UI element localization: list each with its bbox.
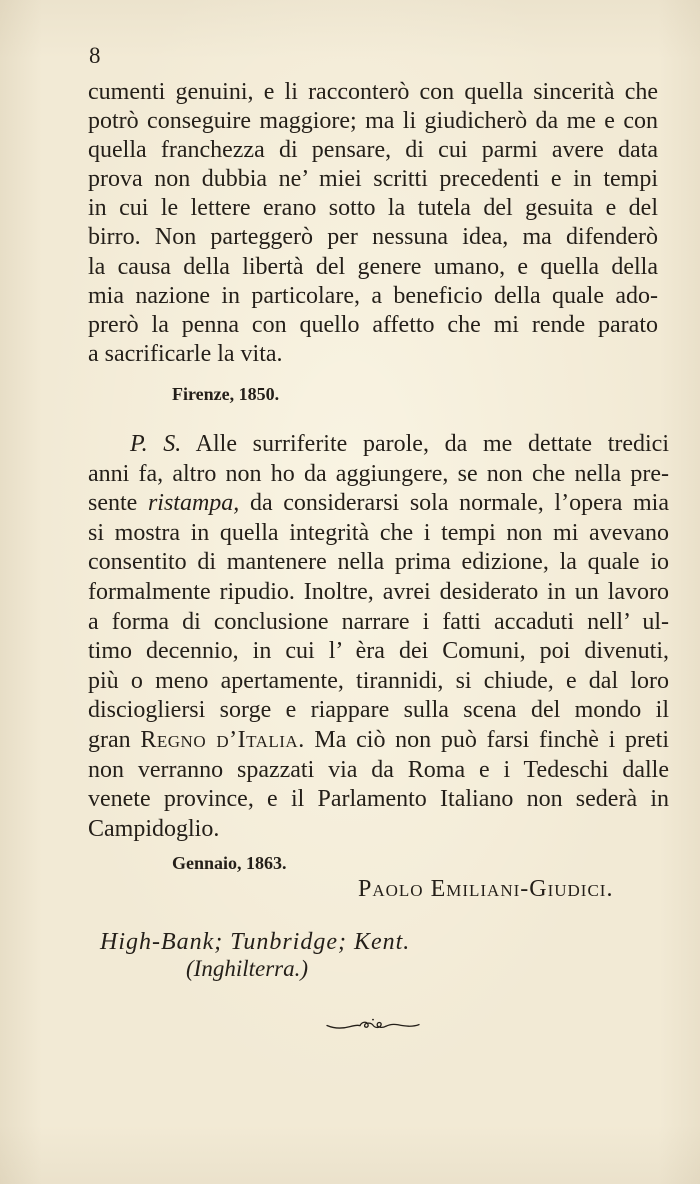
- paragraph-line: a forma di conclusione narrare i fatti accaduti nell’ ul-: [88, 608, 669, 635]
- ornament-dot: [372, 1019, 374, 1021]
- ornament-right-flourish: [386, 1024, 419, 1026]
- paragraph-line: birro. Non parteggerò per nessuna idea, ma difenderò: [88, 224, 658, 251]
- paragraph-line: mia nazione in particolare, a beneficio della quale ado-: [88, 282, 658, 309]
- line-text: gran: [88, 726, 141, 753]
- line-text: Alle surriferite parole, da me dettate tredici: [181, 431, 670, 457]
- dateline-florence: Firenze, 1850.: [172, 384, 280, 404]
- line-text: sente: [88, 490, 148, 517]
- author-signature: Paolo Emiliani-Giudici.: [358, 876, 614, 902]
- paragraph-line: non verranno spazzati via da Roma e i Tedeschi dalle: [88, 756, 669, 783]
- paragraph-line: [88, 430, 669, 460]
- paragraph-line: venete province, e il Parlamento Italiano non sederà in: [88, 786, 669, 813]
- dateline-january: Gennaio, 1863.: [172, 853, 287, 873]
- paragraph-line: più o meno apertamente, tirannidi, si chiude, e dal loro: [88, 667, 669, 694]
- paragraph-line: quella franchezza di pensare, di cui parmi avere data: [88, 137, 658, 164]
- paragraph-line: la causa della libertà del genere umano, e quella della: [88, 253, 658, 280]
- postscript-paragraph: [88, 430, 669, 844]
- paragraph-line: [88, 489, 669, 519]
- ornament-fleuron-icon: [326, 1016, 420, 1034]
- page-number: 8: [89, 43, 101, 68]
- paragraph-1: [88, 78, 658, 369]
- paragraph-line: formalmente ripudio. Inoltre, avrei desiderato in un lavoro: [88, 578, 669, 605]
- paragraph-line: [88, 726, 669, 756]
- paragraph-line: potrò conseguire maggiore; ma li giudicherò da me e con: [88, 108, 658, 135]
- paragraph-line: si mostra in quella integrità che i tempi non mi avevano: [88, 519, 669, 546]
- paragraph-line: a sacrificarle la vita.: [88, 340, 283, 367]
- italic-word: ristampa,: [147, 490, 240, 517]
- paragraph-line: disciogliersi sorge e riappare sulla scena del mondo il: [88, 697, 669, 724]
- paragraph-line: consentito di mantenere nella prima edizione, la quale io: [88, 549, 669, 576]
- paragraph-line: prerò la penna con quello affetto che mi rende parato: [88, 311, 658, 338]
- ornament-center-knot: [360, 1022, 386, 1027]
- paragraph-line: in cui le lettere erano sotto la tutela del gesuita e del: [88, 195, 658, 222]
- small-caps-phrase: Regno d’Italia.: [140, 726, 305, 753]
- ornament-left-flourish: [327, 1025, 360, 1028]
- address-line-2: (Inghilterra.): [186, 956, 309, 981]
- address-line-1: High-Bank; Tunbridge; Kent.: [100, 929, 411, 955]
- paragraph-line: anni fa, altro non ho da aggiungere, se non che nella pre-: [88, 460, 669, 487]
- paragraph-line: timo decennio, in cui l’ èra dei Comuni, poi divenuti,: [88, 638, 669, 665]
- paragraph-line: prova non dubbia ne’ miei scritti precedenti e in tempi: [88, 166, 658, 193]
- postscript-label: P. S.: [130, 431, 182, 457]
- paragraph-line: Campidoglio.: [88, 815, 220, 842]
- paragraph-line: cumenti genuini, e li racconterò con quella sincerità che: [88, 79, 658, 105]
- line-text: Ma ciò non può farsi finchè i preti: [304, 726, 669, 753]
- line-text: da considerarsi sola normale, l’opera mia: [239, 490, 669, 517]
